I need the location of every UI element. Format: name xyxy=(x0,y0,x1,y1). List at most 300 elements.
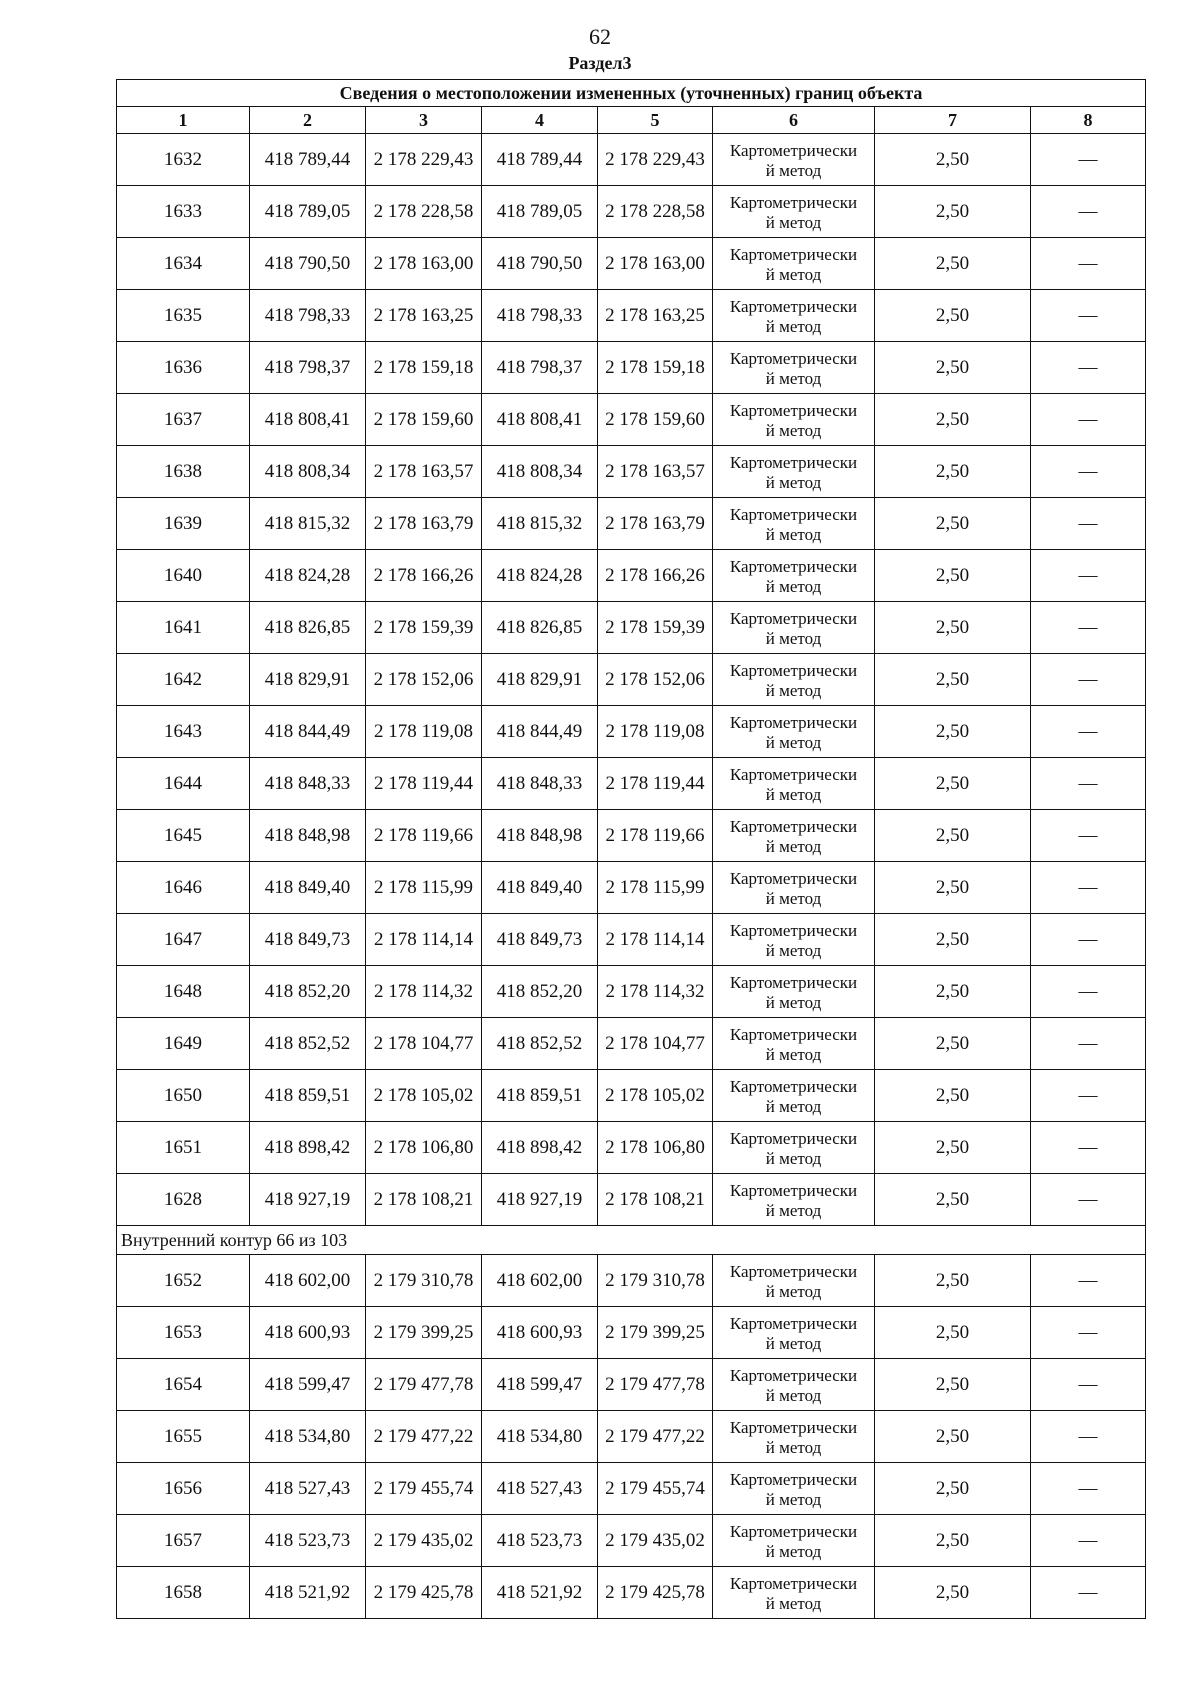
precision-cell: 2,50 xyxy=(875,966,1031,1018)
method-line: Картометрически xyxy=(729,1180,858,1200)
table-row xyxy=(117,186,1146,238)
method-line: й метод xyxy=(765,992,822,1012)
empty-dash-cell: — xyxy=(1031,1307,1146,1359)
precision-cell: 2,50 xyxy=(875,1307,1031,1359)
precision-cell: 2,50 xyxy=(875,238,1031,290)
y-coord-cell: 2 178 163,00 xyxy=(366,238,482,290)
method-line: Картометрически xyxy=(729,608,858,628)
point-number-cell: 1648 xyxy=(117,966,250,1018)
table-row xyxy=(117,1122,1146,1174)
point-number-cell: 1652 xyxy=(117,1255,250,1307)
method-line: Картометрически xyxy=(729,348,858,368)
x-coord-cell: 418 808,34 xyxy=(250,446,366,498)
y-coord-cell: 2 178 104,77 xyxy=(366,1018,482,1070)
method-line: Картометрически xyxy=(729,1128,858,1148)
point-number-cell: 1653 xyxy=(117,1307,250,1359)
empty-dash-cell: — xyxy=(1031,706,1146,758)
method-line: Картометрически xyxy=(729,1313,858,1333)
y-coord-cell: 2 179 477,22 xyxy=(366,1411,482,1463)
x-coord-cell: 418 808,34 xyxy=(482,446,598,498)
method-line: й метод xyxy=(765,1541,822,1561)
method-line: Картометрически xyxy=(729,244,858,264)
method-cell xyxy=(713,1359,875,1411)
method-line: Картометрически xyxy=(729,868,858,888)
table-row xyxy=(117,1070,1146,1122)
method-line: й метод xyxy=(765,160,822,180)
y-coord-cell: 2 179 399,25 xyxy=(598,1307,713,1359)
method-line: й метод xyxy=(765,1096,822,1116)
table-row xyxy=(117,706,1146,758)
y-coord-cell: 2 178 163,79 xyxy=(366,498,482,550)
empty-dash-cell: — xyxy=(1031,966,1146,1018)
table-row xyxy=(117,1018,1146,1070)
method-line: й метод xyxy=(765,732,822,752)
x-coord-cell: 418 849,73 xyxy=(482,914,598,966)
table-row xyxy=(117,1567,1146,1619)
x-coord-cell: 418 790,50 xyxy=(482,238,598,290)
point-number-cell: 1635 xyxy=(117,290,250,342)
table-row xyxy=(117,394,1146,446)
y-coord-cell: 2 178 166,26 xyxy=(598,550,713,602)
y-coord-cell: 2 178 119,44 xyxy=(598,758,713,810)
empty-dash-cell: — xyxy=(1031,550,1146,602)
x-coord-cell: 418 849,73 xyxy=(250,914,366,966)
method-line: й метод xyxy=(765,524,822,544)
y-coord-cell: 2 178 114,32 xyxy=(598,966,713,1018)
y-coord-cell: 2 179 455,74 xyxy=(598,1463,713,1515)
x-coord-cell: 418 859,51 xyxy=(250,1070,366,1122)
y-coord-cell: 2 178 159,18 xyxy=(598,342,713,394)
precision-cell: 2,50 xyxy=(875,1515,1031,1567)
precision-cell: 2,50 xyxy=(875,1411,1031,1463)
y-coord-cell: 2 178 119,66 xyxy=(366,810,482,862)
method-cell xyxy=(713,1307,875,1359)
method-line: й метод xyxy=(765,264,822,284)
precision-cell: 2,50 xyxy=(875,758,1031,810)
precision-cell: 2,50 xyxy=(875,1359,1031,1411)
y-coord-cell: 2 178 152,06 xyxy=(366,654,482,706)
x-coord-cell: 418 859,51 xyxy=(482,1070,598,1122)
method-cell xyxy=(713,238,875,290)
method-cell xyxy=(713,1070,875,1122)
x-coord-cell: 418 852,20 xyxy=(482,966,598,1018)
point-number-cell: 1633 xyxy=(117,186,250,238)
x-coord-cell: 418 848,98 xyxy=(250,810,366,862)
y-coord-cell: 2 179 477,22 xyxy=(598,1411,713,1463)
y-coord-cell: 2 178 159,60 xyxy=(366,394,482,446)
x-coord-cell: 418 798,33 xyxy=(482,290,598,342)
method-line: й метод xyxy=(765,1593,822,1613)
method-cell xyxy=(713,654,875,706)
y-coord-cell: 2 178 152,06 xyxy=(598,654,713,706)
x-coord-cell: 418 789,44 xyxy=(250,134,366,186)
method-line: й метод xyxy=(765,628,822,648)
precision-cell: 2,50 xyxy=(875,134,1031,186)
method-line: Картометрически xyxy=(729,1469,858,1489)
x-coord-cell: 418 790,50 xyxy=(250,238,366,290)
x-coord-cell: 418 808,41 xyxy=(482,394,598,446)
y-coord-cell: 2 178 228,58 xyxy=(366,186,482,238)
method-line: й метод xyxy=(765,1281,822,1301)
precision-cell: 2,50 xyxy=(875,498,1031,550)
empty-dash-cell: — xyxy=(1031,810,1146,862)
x-coord-cell: 418 808,41 xyxy=(250,394,366,446)
method-cell xyxy=(713,1567,875,1619)
empty-dash-cell: — xyxy=(1031,290,1146,342)
point-number-cell: 1644 xyxy=(117,758,250,810)
point-number-cell: 1640 xyxy=(117,550,250,602)
point-number-cell: 1641 xyxy=(117,602,250,654)
y-coord-cell: 2 178 106,80 xyxy=(366,1122,482,1174)
y-coord-cell: 2 178 119,08 xyxy=(366,706,482,758)
precision-cell: 2,50 xyxy=(875,602,1031,654)
x-coord-cell: 418 852,52 xyxy=(482,1018,598,1070)
y-coord-cell: 2 178 119,66 xyxy=(598,810,713,862)
method-cell xyxy=(713,498,875,550)
method-cell xyxy=(713,1174,875,1226)
y-coord-cell: 2 179 310,78 xyxy=(366,1255,482,1307)
column-number: 2 xyxy=(250,107,366,134)
y-coord-cell: 2 178 163,25 xyxy=(598,290,713,342)
precision-cell: 2,50 xyxy=(875,186,1031,238)
x-coord-cell: 418 798,37 xyxy=(250,342,366,394)
method-line: й метод xyxy=(765,1148,822,1168)
x-coord-cell: 418 789,05 xyxy=(482,186,598,238)
method-line: Картометрически xyxy=(729,1417,858,1437)
precision-cell: 2,50 xyxy=(875,1174,1031,1226)
method-line: Картометрически xyxy=(729,1024,858,1044)
x-coord-cell: 418 798,33 xyxy=(250,290,366,342)
x-coord-cell: 418 826,85 xyxy=(482,602,598,654)
method-line: Картометрически xyxy=(729,920,858,940)
method-line: Картометрически xyxy=(729,712,858,732)
y-coord-cell: 2 178 166,26 xyxy=(366,550,482,602)
empty-dash-cell: — xyxy=(1031,1174,1146,1226)
method-cell xyxy=(713,602,875,654)
y-coord-cell: 2 179 435,02 xyxy=(366,1515,482,1567)
precision-cell: 2,50 xyxy=(875,1070,1031,1122)
table-row xyxy=(117,914,1146,966)
y-coord-cell: 2 178 163,57 xyxy=(366,446,482,498)
precision-cell: 2,50 xyxy=(875,810,1031,862)
x-coord-cell: 418 826,85 xyxy=(250,602,366,654)
contour-label: Внутренний контур 66 из 103 xyxy=(117,1226,1146,1255)
x-coord-cell: 418 815,32 xyxy=(482,498,598,550)
y-coord-cell: 2 178 159,60 xyxy=(598,394,713,446)
method-cell xyxy=(713,810,875,862)
x-coord-cell: 418 523,73 xyxy=(482,1515,598,1567)
method-line: Картометрически xyxy=(729,972,858,992)
y-coord-cell: 2 179 477,78 xyxy=(366,1359,482,1411)
table-row xyxy=(117,290,1146,342)
point-number-cell: 1650 xyxy=(117,1070,250,1122)
column-number: 4 xyxy=(482,107,598,134)
y-coord-cell: 2 179 310,78 xyxy=(598,1255,713,1307)
method-cell xyxy=(713,1122,875,1174)
method-line: й метод xyxy=(765,1437,822,1457)
method-line: й метод xyxy=(765,472,822,492)
table-row xyxy=(117,654,1146,706)
empty-dash-cell: — xyxy=(1031,1018,1146,1070)
method-line: Картометрически xyxy=(729,400,858,420)
x-coord-cell: 418 527,43 xyxy=(250,1463,366,1515)
y-coord-cell: 2 178 106,80 xyxy=(598,1122,713,1174)
method-line: Картометрически xyxy=(729,140,858,160)
y-coord-cell: 2 178 115,99 xyxy=(598,862,713,914)
y-coord-cell: 2 178 119,08 xyxy=(598,706,713,758)
column-number: 5 xyxy=(598,107,713,134)
empty-dash-cell: — xyxy=(1031,1411,1146,1463)
y-coord-cell: 2 178 114,32 xyxy=(366,966,482,1018)
y-coord-cell: 2 178 119,44 xyxy=(366,758,482,810)
method-line: Картометрически xyxy=(729,816,858,836)
method-line: й метод xyxy=(765,420,822,440)
column-number: 3 xyxy=(366,107,482,134)
point-number-cell: 1649 xyxy=(117,1018,250,1070)
boundary-table xyxy=(116,79,1146,1619)
column-number: 7 xyxy=(875,107,1031,134)
precision-cell: 2,50 xyxy=(875,1018,1031,1070)
table-row xyxy=(117,550,1146,602)
empty-dash-cell: — xyxy=(1031,1515,1146,1567)
y-coord-cell: 2 179 399,25 xyxy=(366,1307,482,1359)
table-title: Сведения о местоположении измененных (уточненных) границ объекта xyxy=(117,80,1146,107)
point-number-cell: 1638 xyxy=(117,446,250,498)
x-coord-cell: 418 927,19 xyxy=(482,1174,598,1226)
method-line: Картометрически xyxy=(729,192,858,212)
method-cell xyxy=(713,186,875,238)
point-number-cell: 1646 xyxy=(117,862,250,914)
point-number-cell: 1628 xyxy=(117,1174,250,1226)
x-coord-cell: 418 852,20 xyxy=(250,966,366,1018)
x-coord-cell: 418 824,28 xyxy=(482,550,598,602)
precision-cell: 2,50 xyxy=(875,862,1031,914)
method-line: Картометрически xyxy=(729,1076,858,1096)
empty-dash-cell: — xyxy=(1031,1070,1146,1122)
y-coord-cell: 2 178 105,02 xyxy=(598,1070,713,1122)
method-line: Картометрически xyxy=(729,1521,858,1541)
table-row xyxy=(117,1255,1146,1307)
method-line: Картометрически xyxy=(729,1261,858,1281)
y-coord-cell: 2 178 108,21 xyxy=(598,1174,713,1226)
table-row xyxy=(117,1307,1146,1359)
y-coord-cell: 2 178 163,00 xyxy=(598,238,713,290)
empty-dash-cell: — xyxy=(1031,394,1146,446)
empty-dash-cell: — xyxy=(1031,238,1146,290)
x-coord-cell: 418 898,42 xyxy=(250,1122,366,1174)
empty-dash-cell: — xyxy=(1031,1255,1146,1307)
x-coord-cell: 418 815,32 xyxy=(250,498,366,550)
point-number-cell: 1655 xyxy=(117,1411,250,1463)
x-coord-cell: 418 602,00 xyxy=(250,1255,366,1307)
precision-cell: 2,50 xyxy=(875,394,1031,446)
precision-cell: 2,50 xyxy=(875,1567,1031,1619)
method-cell xyxy=(713,1463,875,1515)
y-coord-cell: 2 178 159,39 xyxy=(598,602,713,654)
x-coord-cell: 418 848,98 xyxy=(482,810,598,862)
point-number-cell: 1651 xyxy=(117,1122,250,1174)
x-coord-cell: 418 848,33 xyxy=(250,758,366,810)
empty-dash-cell: — xyxy=(1031,186,1146,238)
y-coord-cell: 2 179 425,78 xyxy=(598,1567,713,1619)
method-line: Картометрически xyxy=(729,504,858,524)
method-line: Картометрически xyxy=(729,556,858,576)
method-cell xyxy=(713,1255,875,1307)
x-coord-cell: 418 602,00 xyxy=(482,1255,598,1307)
method-line: й метод xyxy=(765,1489,822,1509)
point-number-cell: 1647 xyxy=(117,914,250,966)
point-number-cell: 1636 xyxy=(117,342,250,394)
y-coord-cell: 2 178 105,02 xyxy=(366,1070,482,1122)
precision-cell: 2,50 xyxy=(875,446,1031,498)
y-coord-cell: 2 178 228,58 xyxy=(598,186,713,238)
method-cell xyxy=(713,1411,875,1463)
y-coord-cell: 2 178 159,18 xyxy=(366,342,482,394)
table-row xyxy=(117,1359,1146,1411)
x-coord-cell: 418 898,42 xyxy=(482,1122,598,1174)
precision-cell: 2,50 xyxy=(875,342,1031,394)
column-number: 1 xyxy=(117,107,250,134)
empty-dash-cell: — xyxy=(1031,498,1146,550)
method-cell xyxy=(713,1018,875,1070)
table-row xyxy=(117,1515,1146,1567)
table-row xyxy=(117,238,1146,290)
method-line: Картометрически xyxy=(729,660,858,680)
method-cell xyxy=(713,446,875,498)
y-coord-cell: 2 178 108,21 xyxy=(366,1174,482,1226)
method-line: й метод xyxy=(765,680,822,700)
table-row xyxy=(117,1411,1146,1463)
empty-dash-cell: — xyxy=(1031,1463,1146,1515)
point-number-cell: 1645 xyxy=(117,810,250,862)
x-coord-cell: 418 523,73 xyxy=(250,1515,366,1567)
y-coord-cell: 2 178 115,99 xyxy=(366,862,482,914)
y-coord-cell: 2 178 114,14 xyxy=(366,914,482,966)
section-label: Раздел3 xyxy=(568,53,632,73)
contour-separator xyxy=(117,1226,1146,1255)
method-cell xyxy=(713,862,875,914)
empty-dash-cell: — xyxy=(1031,1122,1146,1174)
x-coord-cell: 418 849,40 xyxy=(250,862,366,914)
table-row xyxy=(117,862,1146,914)
table-row xyxy=(117,758,1146,810)
point-number-cell: 1634 xyxy=(117,238,250,290)
x-coord-cell: 418 829,91 xyxy=(250,654,366,706)
table-row xyxy=(117,966,1146,1018)
empty-dash-cell: — xyxy=(1031,862,1146,914)
method-line: й метод xyxy=(765,1200,822,1220)
table-row xyxy=(117,498,1146,550)
x-coord-cell: 418 798,37 xyxy=(482,342,598,394)
x-coord-cell: 418 927,19 xyxy=(250,1174,366,1226)
point-number-cell: 1657 xyxy=(117,1515,250,1567)
x-coord-cell: 418 789,44 xyxy=(482,134,598,186)
x-coord-cell: 418 600,93 xyxy=(250,1307,366,1359)
method-cell xyxy=(713,342,875,394)
x-coord-cell: 418 534,80 xyxy=(482,1411,598,1463)
y-coord-cell: 2 179 477,78 xyxy=(598,1359,713,1411)
point-number-cell: 1658 xyxy=(117,1567,250,1619)
method-line: й метод xyxy=(765,368,822,388)
x-coord-cell: 418 527,43 xyxy=(482,1463,598,1515)
empty-dash-cell: — xyxy=(1031,654,1146,706)
method-line: й метод xyxy=(765,784,822,804)
table-row xyxy=(117,342,1146,394)
x-coord-cell: 418 534,80 xyxy=(250,1411,366,1463)
x-coord-cell: 418 844,49 xyxy=(250,706,366,758)
table-row xyxy=(117,1463,1146,1515)
method-line: Картометрически xyxy=(729,764,858,784)
method-cell xyxy=(713,966,875,1018)
x-coord-cell: 418 829,91 xyxy=(482,654,598,706)
method-line: й метод xyxy=(765,576,822,596)
y-coord-cell: 2 178 104,77 xyxy=(598,1018,713,1070)
x-coord-cell: 418 848,33 xyxy=(482,758,598,810)
method-cell xyxy=(713,290,875,342)
method-line: й метод xyxy=(765,316,822,336)
table-row xyxy=(117,602,1146,654)
precision-cell: 2,50 xyxy=(875,706,1031,758)
empty-dash-cell: — xyxy=(1031,342,1146,394)
x-coord-cell: 418 844,49 xyxy=(482,706,598,758)
y-coord-cell: 2 178 163,57 xyxy=(598,446,713,498)
method-line: й метод xyxy=(765,836,822,856)
y-coord-cell: 2 179 455,74 xyxy=(366,1463,482,1515)
method-line: Картометрически xyxy=(729,452,858,472)
precision-cell: 2,50 xyxy=(875,1122,1031,1174)
y-coord-cell: 2 178 163,79 xyxy=(598,498,713,550)
y-coord-cell: 2 179 425,78 xyxy=(366,1567,482,1619)
precision-cell: 2,50 xyxy=(875,1463,1031,1515)
precision-cell: 2,50 xyxy=(875,914,1031,966)
y-coord-cell: 2 178 114,14 xyxy=(598,914,713,966)
table-row xyxy=(117,810,1146,862)
x-coord-cell: 418 599,47 xyxy=(250,1359,366,1411)
method-cell xyxy=(713,394,875,446)
method-line: Картометрически xyxy=(729,1573,858,1593)
precision-cell: 2,50 xyxy=(875,654,1031,706)
table-body-part2 xyxy=(117,1255,1146,1619)
empty-dash-cell: — xyxy=(1031,446,1146,498)
method-line: й метод xyxy=(765,212,822,232)
point-number-cell: 1643 xyxy=(117,706,250,758)
method-line: й метод xyxy=(765,1385,822,1405)
method-cell xyxy=(713,550,875,602)
point-number-cell: 1637 xyxy=(117,394,250,446)
column-number: 6 xyxy=(713,107,875,134)
precision-cell: 2,50 xyxy=(875,1255,1031,1307)
y-coord-cell: 2 179 435,02 xyxy=(598,1515,713,1567)
y-coord-cell: 2 178 229,43 xyxy=(366,134,482,186)
empty-dash-cell: — xyxy=(1031,758,1146,810)
method-line: Картометрически xyxy=(729,296,858,316)
method-line: й метод xyxy=(765,1333,822,1353)
y-coord-cell: 2 178 229,43 xyxy=(598,134,713,186)
y-coord-cell: 2 178 159,39 xyxy=(366,602,482,654)
x-coord-cell: 418 789,05 xyxy=(250,186,366,238)
empty-dash-cell: — xyxy=(1031,914,1146,966)
table-row xyxy=(117,446,1146,498)
column-number-row xyxy=(117,107,1146,134)
point-number-cell: 1654 xyxy=(117,1359,250,1411)
empty-dash-cell: — xyxy=(1031,134,1146,186)
x-coord-cell: 418 599,47 xyxy=(482,1359,598,1411)
x-coord-cell: 418 852,52 xyxy=(250,1018,366,1070)
method-cell xyxy=(713,706,875,758)
precision-cell: 2,50 xyxy=(875,550,1031,602)
column-number: 8 xyxy=(1031,107,1146,134)
method-cell xyxy=(713,1515,875,1567)
